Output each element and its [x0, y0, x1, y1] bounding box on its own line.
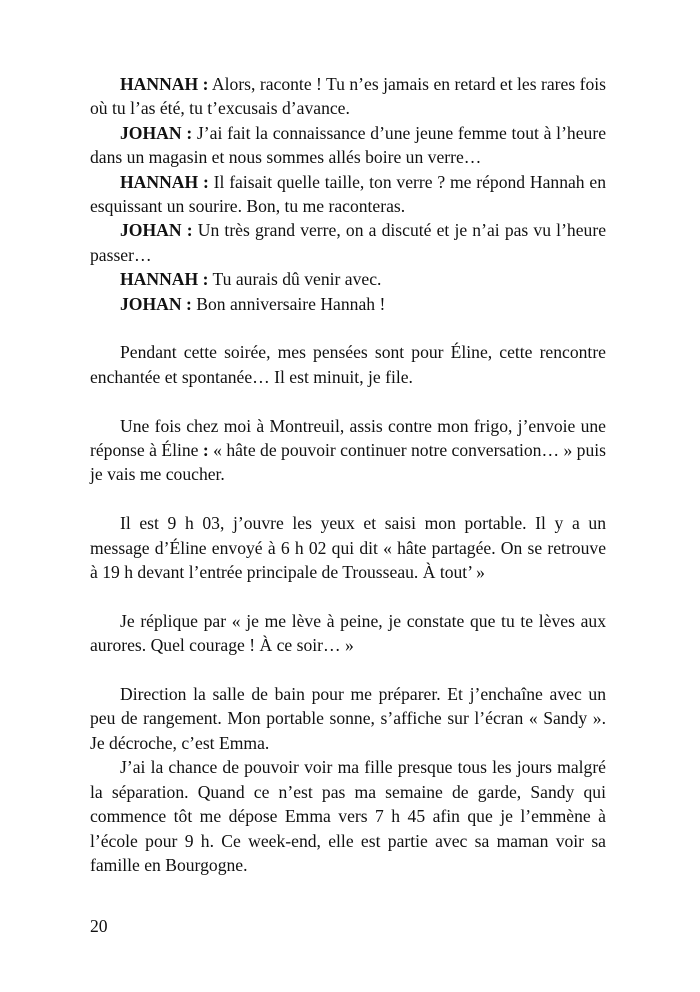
dialogue-line-hannah-2: [90, 170, 606, 219]
page-number: 20: [90, 916, 108, 936]
paragraph-soiree: Pendant cette soirée, mes pensées sont pour Éline, cette rencontre enchantée et spontanée… Il est minuit, je file.: [90, 342, 606, 387]
paragraph-emma: J’ai la chance de pouvoir voir ma fille presque tous les jours malgré la séparation. Quand ce n’est pas ma semaine de garde, Sandy qui commence tôt me dépose Emma vers 7 h 45 afin que je l’emmène à l’école pour 9 h. Ce week-end, elle est partie avec sa maman voir sa famille en Bourgogne.: [90, 757, 606, 875]
dialogue-text: Il faisait quelle taille, ton verre ? me répond Hannah en esquissant un sourire. Bon, tu me raconteras.: [90, 171, 606, 217]
paragraph-montreuil: [90, 414, 606, 487]
speaker-name: HANNAH :: [120, 74, 209, 94]
dialogue-line-johan-1: [90, 121, 606, 170]
speaker-name: HANNAH :: [120, 171, 209, 192]
page-text: [90, 72, 606, 877]
paragraph-salle-de-bain: Direction la salle de bain pour me préparer. Et j’enchaîne avec un peu de rangement. Mon portable sonne, s’affiche sur l’écran « Sandy ». Je décroche, c’est Emma.: [90, 684, 606, 753]
bold-colon: :: [202, 440, 209, 461]
speaker-name: JOHAN :: [120, 220, 193, 241]
dialogue-line-hannah-1: [90, 72, 606, 121]
dialogue-line-johan-3: [90, 292, 606, 316]
dialogue-text: J’ai fait la connaissance d’une jeune femme tout à l’heure dans un magasin et nous sommes allés boire un verre…: [90, 122, 606, 168]
paragraph-text: « hâte de pouvoir continuer notre conversation… » puis je vais me coucher.: [90, 440, 606, 485]
dialogue-line-johan-2: [90, 218, 606, 267]
speaker-name: JOHAN :: [120, 293, 192, 314]
dialogue-line-hannah-3: [90, 267, 606, 291]
dialogue-text: Tu aurais dû venir avec.: [208, 269, 382, 290]
dialogue-text: Un très grand verre, on a discuté et je n’ai pas vu l’heure passer…: [90, 220, 606, 265]
dialogue-text: Alors, raconte ! Tu n’es jamais en retard et les rares fois où tu l’as été, tu t’excusais d’avance.: [90, 74, 607, 119]
paragraph-replique: Je réplique par « je me lève à peine, je constate que tu te lèves aux aurores. Quel courage ! À ce soir… »: [90, 610, 606, 656]
speaker-name: HANNAH :: [120, 269, 209, 290]
dialogue-text: Bon anniversaire Hannah !: [191, 293, 386, 314]
speaker-name: JOHAN :: [120, 122, 193, 143]
paragraph-reveil: Il est 9 h 03, j’ouvre les yeux et saisi mon portable. Il y a un message d’Éline envoyé à 6 h 02 qui dit « hâte partagée. On se retrouve à 19 h devant l’entrée principale de Trousseau. À tout’ »: [90, 513, 606, 583]
paragraph-text: Une fois chez moi à Montreuil, assis contre mon frigo, j’envoie une réponse à Éline: [90, 415, 606, 461]
